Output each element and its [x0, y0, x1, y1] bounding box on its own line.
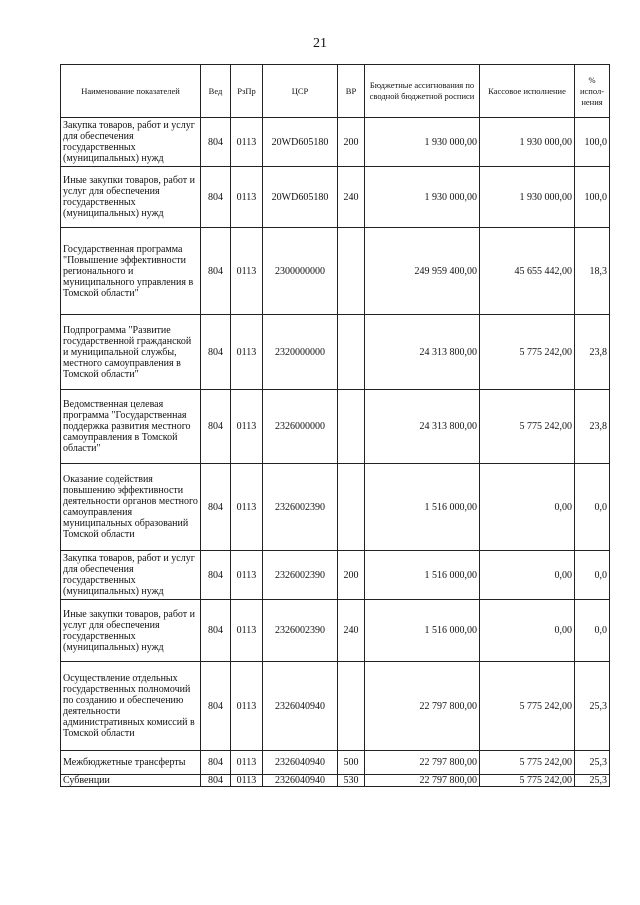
- row-cash: 45 655 442,00: [480, 228, 575, 315]
- row-pct: 100,0: [575, 167, 610, 228]
- row-cash: 5 775 242,00: [480, 662, 575, 751]
- header-budget: Бюджетные ассигнования по сводной бюджетной росписи: [365, 65, 480, 118]
- table-row: [61, 390, 610, 464]
- row-pct: 0,0: [575, 600, 610, 662]
- row-name: Оказание содействия повышению эффективности деятельности органов местного самоуправления муниципальных образований Томской области: [61, 464, 201, 551]
- row-vr: [338, 315, 365, 390]
- row-pct: 25,3: [575, 751, 610, 775]
- row-vr: 500: [338, 751, 365, 775]
- row-ved: 804: [201, 167, 231, 228]
- row-vr: 200: [338, 118, 365, 167]
- row-rzpr: 0113: [231, 464, 263, 551]
- row-name: Закупка товаров, работ и услуг для обеспечения государственных (муниципальных) нужд: [61, 551, 201, 600]
- table-row: [61, 662, 610, 751]
- table-header-row: [61, 65, 610, 118]
- row-ved: 804: [201, 464, 231, 551]
- header-csr: ЦСР: [263, 65, 338, 118]
- page-number: 21: [313, 36, 327, 51]
- row-name: Подпрограмма "Развитие государственной гражданской и муниципальной службы, местного самоуправления в Томской области": [61, 315, 201, 390]
- row-name: Иные закупки товаров, работ и услуг для обеспечения государственных (муниципальных) нужд: [61, 167, 201, 228]
- row-csr: 2326040940: [263, 662, 338, 751]
- row-vr: [338, 662, 365, 751]
- row-vr: [338, 464, 365, 551]
- row-vr: 530: [338, 775, 365, 787]
- row-ved: 804: [201, 315, 231, 390]
- row-name: Субвенции: [61, 775, 201, 787]
- row-pct: 23,8: [575, 315, 610, 390]
- row-rzpr: 0113: [231, 751, 263, 775]
- table-row: [61, 775, 610, 787]
- row-rzpr: 0113: [231, 118, 263, 167]
- row-ved: 804: [201, 775, 231, 787]
- row-vr: 240: [338, 600, 365, 662]
- table-row: [61, 464, 610, 551]
- table-row: [61, 751, 610, 775]
- row-csr: 20WD605180: [263, 167, 338, 228]
- row-budget: 249 959 400,00: [365, 228, 480, 315]
- row-ved: 804: [201, 228, 231, 315]
- row-rzpr: 0113: [231, 662, 263, 751]
- header-rzpr: РзПр: [231, 65, 263, 118]
- row-csr: 2326002390: [263, 551, 338, 600]
- table-row: [61, 600, 610, 662]
- row-name: Закупка товаров, работ и услуг для обеспечения государственных (муниципальных) нужд: [61, 118, 201, 167]
- row-ved: 804: [201, 662, 231, 751]
- row-name: Государственная программа "Повышение эффективности регионального и муниципального управления в Томской области": [61, 228, 201, 315]
- table-row: [61, 228, 610, 315]
- row-budget: 22 797 800,00: [365, 751, 480, 775]
- row-vr: [338, 390, 365, 464]
- row-cash: 1 930 000,00: [480, 118, 575, 167]
- header-ved: Вед: [201, 65, 231, 118]
- row-budget: 22 797 800,00: [365, 662, 480, 751]
- table-row: [61, 551, 610, 600]
- header-vr: ВР: [338, 65, 365, 118]
- budget-execution-table: [60, 64, 610, 787]
- row-csr: 2326002390: [263, 464, 338, 551]
- row-budget: 1 930 000,00: [365, 167, 480, 228]
- row-ved: 804: [201, 751, 231, 775]
- row-name: Осуществление отдельных государственных полномочий по созданию и обеспечению деятельности административных комиссий в Томской области: [61, 662, 201, 751]
- header-name: Наименование показателей: [61, 65, 201, 118]
- row-pct: 100,0: [575, 118, 610, 167]
- row-pct: 18,3: [575, 228, 610, 315]
- row-rzpr: 0113: [231, 600, 263, 662]
- row-ved: 804: [201, 118, 231, 167]
- row-budget: 22 797 800,00: [365, 775, 480, 787]
- row-csr: 2326000000: [263, 390, 338, 464]
- row-budget: 24 313 800,00: [365, 315, 480, 390]
- row-ved: 804: [201, 390, 231, 464]
- row-cash: 1 930 000,00: [480, 167, 575, 228]
- row-pct: 23,8: [575, 390, 610, 464]
- row-budget: 24 313 800,00: [365, 390, 480, 464]
- row-cash: 0,00: [480, 464, 575, 551]
- row-budget: 1 516 000,00: [365, 551, 480, 600]
- row-cash: 5 775 242,00: [480, 390, 575, 464]
- header-pct: % испол-нения: [575, 65, 610, 118]
- row-name: Ведомственная целевая программа "Государственная поддержка развития местного самоуправления в Томской области": [61, 390, 201, 464]
- row-vr: [338, 228, 365, 315]
- row-rzpr: 0113: [231, 167, 263, 228]
- row-csr: 2326040940: [263, 751, 338, 775]
- row-ved: 804: [201, 600, 231, 662]
- row-name: Межбюджетные трансферты: [61, 751, 201, 775]
- row-pct: 0,0: [575, 464, 610, 551]
- row-ved: 804: [201, 551, 231, 600]
- row-rzpr: 0113: [231, 228, 263, 315]
- row-pct: 25,3: [575, 775, 610, 787]
- row-csr: 2320000000: [263, 315, 338, 390]
- row-csr: 2326002390: [263, 600, 338, 662]
- row-cash: 5 775 242,00: [480, 775, 575, 787]
- row-cash: 5 775 242,00: [480, 315, 575, 390]
- row-pct: 0,0: [575, 551, 610, 600]
- row-vr: 240: [338, 167, 365, 228]
- row-rzpr: 0113: [231, 551, 263, 600]
- row-budget: 1 516 000,00: [365, 464, 480, 551]
- row-csr: 2300000000: [263, 228, 338, 315]
- row-vr: 200: [338, 551, 365, 600]
- row-rzpr: 0113: [231, 315, 263, 390]
- row-name: Иные закупки товаров, работ и услуг для обеспечения государственных (муниципальных) нужд: [61, 600, 201, 662]
- table-row: [61, 315, 610, 390]
- row-pct: 25,3: [575, 662, 610, 751]
- row-csr: 20WD605180: [263, 118, 338, 167]
- row-rzpr: 0113: [231, 775, 263, 787]
- row-cash: 5 775 242,00: [480, 751, 575, 775]
- row-budget: 1 516 000,00: [365, 600, 480, 662]
- table-row: [61, 118, 610, 167]
- row-cash: 0,00: [480, 551, 575, 600]
- row-rzpr: 0113: [231, 390, 263, 464]
- row-csr: 2326040940: [263, 775, 338, 787]
- table-row: [61, 167, 610, 228]
- header-cash: Кассовое исполнение: [480, 65, 575, 118]
- row-cash: 0,00: [480, 600, 575, 662]
- row-budget: 1 930 000,00: [365, 118, 480, 167]
